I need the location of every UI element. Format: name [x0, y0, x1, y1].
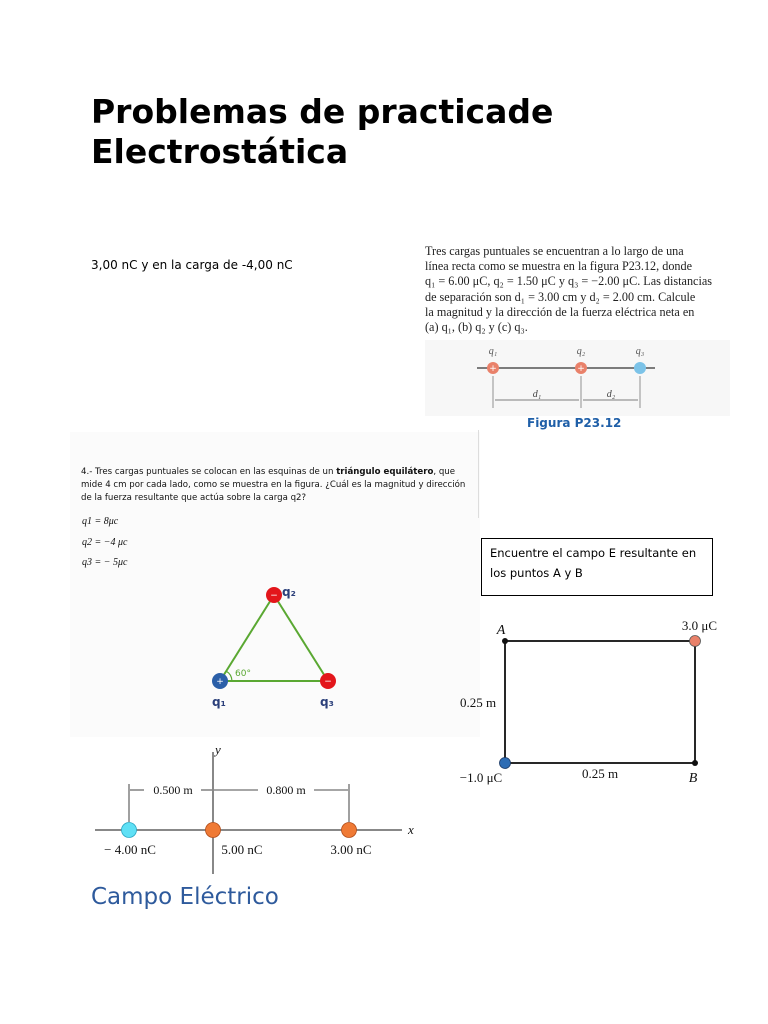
square-outline — [505, 641, 695, 763]
problem-line: Tres cargas puntuales se encuentran a lo largo de una — [425, 244, 684, 258]
problem-line: de separación son d₁ = 3.00 cm y d₂ = 2.00 cm. Calcule — [425, 289, 696, 304]
charge-left-label: − 4.00 nC — [104, 842, 156, 857]
charge-top-right — [690, 636, 701, 647]
side-horizontal-label: 0.25 m — [581, 766, 619, 781]
charge-q2-value: q2 = −4 μc — [82, 537, 128, 548]
figure-p23-12 — [425, 340, 730, 416]
charge-bottom-left — [500, 758, 511, 769]
problem-line: la magnitud y la dirección de la fuerza eléctrica neta en — [425, 304, 695, 319]
dist-left-label: 0.500 m — [153, 783, 193, 797]
vertex-label-q2: q₂ — [282, 585, 296, 599]
label-d1: d₁ — [532, 389, 542, 400]
svg-text:−: − — [324, 677, 332, 687]
charge-left — [122, 823, 137, 838]
side-vertical-label: 0.25 m — [459, 695, 497, 710]
svg-text:+: + — [216, 677, 224, 687]
problem-4-text-start: 4.- Tres cargas puntuales se colocan en las esquinas de un — [81, 467, 337, 477]
svg-text:+: + — [489, 364, 497, 374]
label-q1: q₁ — [488, 346, 498, 357]
title-line-2: Electrostática — [91, 132, 349, 171]
point-A — [502, 638, 508, 644]
square-diagram — [445, 612, 735, 792]
label-q3: q₃ — [635, 346, 645, 357]
svg-text:+: + — [577, 364, 585, 374]
panel-divider — [472, 430, 479, 518]
charge-right-label: 3.00 nC — [330, 842, 372, 857]
vertex-label-q3: q₃ — [320, 695, 334, 709]
line-charges-diagram — [90, 740, 430, 880]
charge-q3-value: q3 = − 5μc — [82, 557, 128, 568]
problem-line: (a) q₁, (b) q₂ y (c) q₃. — [425, 320, 528, 335]
label-A: A — [496, 623, 506, 638]
problem-4-text — [81, 466, 471, 505]
point-B — [692, 760, 698, 766]
page-title — [91, 92, 651, 172]
problem-4-text-bold: triángulo equilátero — [336, 467, 434, 477]
label-B: B — [688, 771, 698, 786]
charge-middle-label: 5.00 nC — [221, 842, 263, 857]
field-prompt-box: Encuentre el campo E resultante en los puntos A y B — [481, 538, 713, 596]
label-d2: d₂ — [606, 389, 616, 400]
charge-bottom-label: −1.0 μC — [459, 770, 503, 785]
problem-line: q₁ = 6.00 μC, q₂ = 1.50 μC y q₃ = −2.00 μC. Las distancias — [425, 274, 712, 289]
figure-caption: Figura P23.12 — [527, 416, 622, 430]
section-heading: Campo Eléctrico — [91, 884, 279, 910]
triangle-side — [274, 595, 328, 681]
charge-middle — [206, 823, 221, 838]
charge-top-label: 3.0 μC — [681, 618, 717, 633]
title-line-1: Problemas de practicade — [91, 92, 554, 131]
angle-label: 60° — [235, 669, 251, 679]
charge-note: 3,00 nC y en la carga de -4,00 nC — [91, 258, 293, 272]
charge-q3 — [634, 362, 646, 374]
charge-right — [342, 823, 357, 838]
charge-q1-value: q1 = 8μc — [82, 516, 119, 527]
axis-y-label: y — [215, 742, 221, 757]
triangle-diagram — [200, 580, 350, 710]
problem-4-text-end: , que mide 4 cm por cada lado, como se muestra en la figura. ¿Cuál es la magnitud y dirección de la fuerza resultante que actúa sobre la carga q2? — [81, 467, 466, 503]
label-q2: q₂ — [576, 346, 586, 357]
problem-p23-12-text — [425, 244, 731, 335]
svg-text:−: − — [270, 591, 278, 601]
axis-x-label: x — [408, 822, 414, 837]
dist-right-label: 0.800 m — [266, 783, 306, 797]
vertex-label-q1: q₁ — [212, 695, 226, 709]
problem-line: línea recta como se muestra en la figura P23.12, donde — [425, 259, 693, 274]
